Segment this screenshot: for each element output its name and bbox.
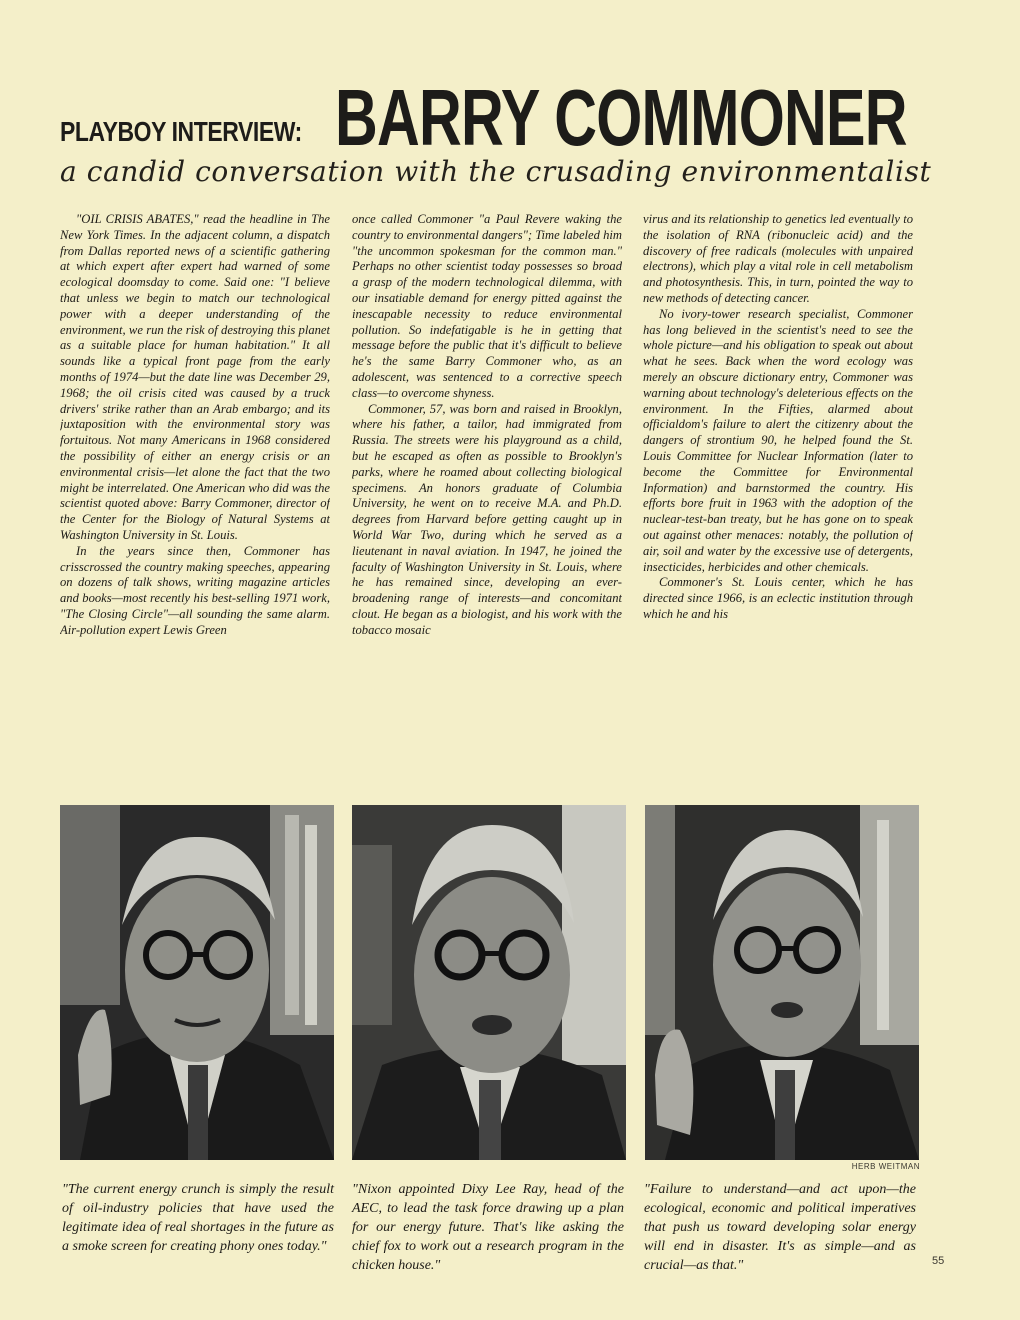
intro-paragraph: virus and its relationship to genetics led eventually to the isolation of RNA (ribonucleic acid) and the discovery of free radicals (molecules with unpaired electrons), which play a vital role in cell metabolism and photosynthesis. This, in turn, pointed the way to new methods of detecting cancer. — [643, 212, 913, 305]
portrait-photo-2 — [352, 805, 626, 1160]
subtitle: a candid conversation with the crusading environmentalist — [60, 155, 932, 188]
intro-paragraph: once called Commoner "a Paul Revere waking the country to environmental dangers"; Time labeled him "the uncommon spokesman for the common man." Perhaps no other scientist today possesses so broad a grasp of the modern technological dilemma, with our insatiable demand for energy pitted against the inescapable necessity to reduce environmental pollution. So indefatigable is he in getting that message before the public that it's difficult to believe he's the same Barry Commoner who, as an adolescent, was sentenced to a corrective speech class—to overcome shyness. — [352, 212, 622, 400]
intro-paragraph: "OIL CRISIS ABATES," read the headline in The New York Times. In the adjacent column, a dispatch from Dallas reported news of a scientific gathering at which expert after expert had warned of some ecological doomsday to come. Said one: "I believe that unless we begin to match our technological power with a deeper understanding of the environment, we run the risk of destroying this planet as a suitable place for human habitation." It all sounds like a typical front page from the early months of 1974—but the date line was December 29, 1968; the oil crisis cited was caused by a truck drivers' strike rather than an Arab embargo; and its juxtaposition with the environmental story was fortuitous. Not many Americans in 1968 considered the possibility of either an energy crisis or an environmental crisis—let alone the fact that the two might be interrelated. One American who did was the scientist quoted above: Barry Commoner, director of the Center for the Biology of Natural Systems at Washington University in St. Louis. — [60, 212, 330, 542]
headline — [60, 73, 920, 162]
intro-paragraph: No ivory-tower research specialist, Commoner has long believed in the scientist's need to see the whole picture—and his obligation to speak out about what he sees. Back when the word ecology was merely an obscure dictionary entry, Commoner was warning about technology's deleterious effects on the environment. In the Fifties, alarmed about officialdom's failure to alert the citizenry about the dangers of strontium 90, he helped found the St. Louis Committee for Nuclear Information (later to become the Committee for Environmental Information) and barnstormed the country. His efforts bore fruit in 1963 with the adoption of the nuclear-test-ban treaty, but he has gone on to speak out against other menaces: notably, the pollution of air, soil and water by the excessive use of detergents, insecticides, herbicides and other chemicals. — [643, 306, 913, 574]
pull-quote-caption: "Nixon appointed Dixy Lee Ray, head of the AEC, to lead the task force drawing up a plan for our energy future. That's like asking the chief fox to work out a research program in the chicken house." — [352, 1182, 624, 1273]
interviewee-name: BARRY COMMONER — [335, 73, 907, 162]
intro-paragraph: In the years since then, Commoner has crisscrossed the country making speeches, appearing on dozens of talk shows, writing magazine articles and books—most recently his best-selling 1971 work, "The Closing Circle"—all sounding the same alarm. Air-pollution expert Lewis Green — [60, 543, 330, 637]
intro-column-3 — [643, 212, 913, 797]
interview-kicker: PLAYBOY INTERVIEW: — [60, 116, 302, 147]
pull-quote-caption: "Failure to understand—and act upon—the ecological, economic and political imperatives that push us toward developing solar energy will end in disaster. It's as simple—and as crucial—as that." — [644, 1182, 916, 1273]
pull-quote-caption: "The current energy crunch is simply the result of oil-industry policies that have used the legitimate idea of real shortages in the future as a smoke screen for creating phony ones today." — [62, 1182, 334, 1254]
portrait-photo-1 — [60, 805, 334, 1160]
page-number: 55 — [932, 1255, 945, 1267]
portrait-photo-3 — [645, 805, 919, 1160]
intro-paragraph: Commoner, 57, was born and raised in Brooklyn, where his father, a tailor, had immigrated from Russia. The streets were his playground as a child, but he escaped as often as possible to Brooklyn's parks, where he roamed about collecting biological specimens. An honors graduate of Columbia University, he went on to receive M.A. and Ph.D. degrees from Harvard before getting caught up in World War Two, during which he served as a lieutenant in naval aviation. In 1947, he joined the faculty of Washington University in St. Louis, where he has remained since, developing an ever-broadening range of interests—and concomitant clout. He began as a biologist, and his work with the tobacco mosaic — [352, 401, 622, 637]
intro-paragraph: Commoner's St. Louis center, which he has directed since 1966, is an eclectic institution through which he and his — [643, 575, 913, 621]
intro-column-1 — [60, 212, 330, 797]
intro-column-2 — [352, 212, 622, 797]
photo-credit: HERB WEITMAN — [851, 1162, 920, 1171]
